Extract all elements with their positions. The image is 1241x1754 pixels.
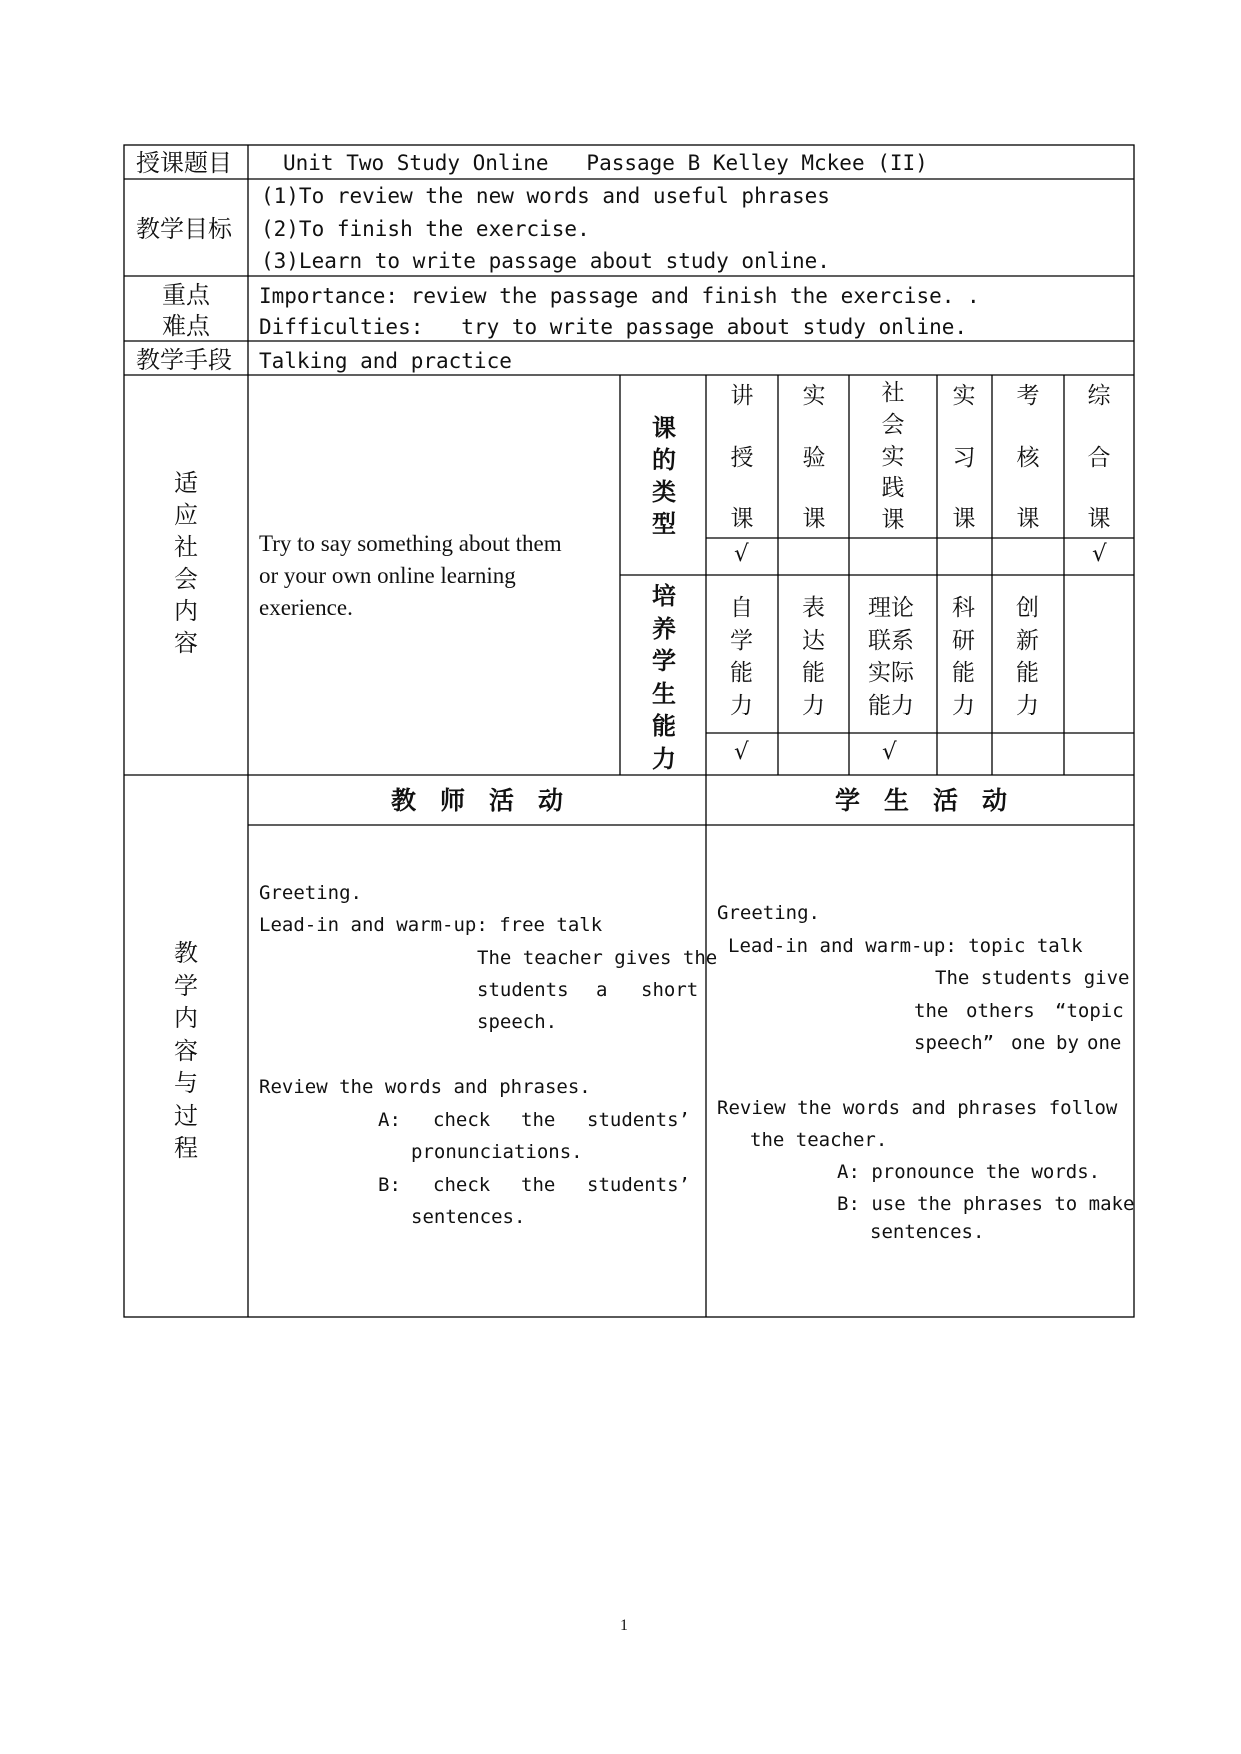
student-review-1: Review the words and phrases follow bbox=[717, 1097, 1118, 1119]
course-type-comprehensive-text-char: 课 bbox=[1087, 506, 1111, 532]
student-leadin-detail-3b: one bbox=[1011, 1032, 1046, 1054]
course-type-check-lecture: √ bbox=[734, 541, 749, 567]
ability-check-self-study: √ bbox=[734, 739, 749, 765]
teacher-a-1d: students’ bbox=[587, 1109, 690, 1131]
teacher-b-2: sentences. bbox=[411, 1206, 526, 1228]
teacher-a-1a: A: bbox=[378, 1109, 401, 1131]
student-leadin-detail-2b: others bbox=[966, 1000, 1035, 1022]
objective-item-2: (2)To finish the exercise. bbox=[261, 217, 590, 241]
social-text-line1: Try to say something about them bbox=[259, 531, 562, 556]
student-leadin-detail-3c: by bbox=[1056, 1032, 1079, 1054]
teacher-b-1d: students’ bbox=[587, 1174, 690, 1196]
course-type-experiment-text bbox=[803, 385, 826, 531]
difficulties-text: Difficulties: try to write passage about study online. bbox=[259, 315, 968, 339]
ability-research: 科研能力 bbox=[952, 595, 975, 719]
process-label: 教学内容与过程 bbox=[174, 939, 198, 1162]
course-type-comprehensive bbox=[1087, 385, 1111, 531]
ability-label: 培养学生能力 bbox=[652, 581, 676, 773]
student-review-2: the teacher. bbox=[750, 1129, 888, 1151]
course-type-assessment-text bbox=[1017, 385, 1040, 531]
course-type-lecture-text-char: 讲 bbox=[730, 383, 754, 409]
student-b-2: sentences. bbox=[870, 1221, 985, 1243]
teacher-b-1a: B: bbox=[378, 1174, 401, 1196]
teacher-activity-header: 教师活动 bbox=[391, 786, 588, 815]
teacher-a-2: pronunciations. bbox=[411, 1141, 583, 1163]
course-type-check-comprehensive: √ bbox=[1092, 541, 1107, 567]
teacher-leadin-detail-3: speech. bbox=[477, 1011, 558, 1033]
student-leadin-detail-2c: “topic bbox=[1055, 1000, 1124, 1022]
teacher-b-1b: check bbox=[433, 1174, 491, 1196]
teacher-review: Review the words and phrases. bbox=[259, 1076, 591, 1098]
method-value: Talking and practice bbox=[259, 349, 512, 373]
teacher-a-1b: check bbox=[433, 1109, 491, 1131]
student-leadin: Lead-in and warm-up: topic talk bbox=[728, 935, 1083, 957]
course-type-assessment bbox=[1016, 385, 1040, 531]
social-text-line3: exerience. bbox=[259, 595, 353, 620]
course-type-social-practice-text-char: 实 bbox=[881, 443, 905, 470]
student-a: A: pronounce the words. bbox=[837, 1161, 1101, 1183]
course-type-social-practice-text-char: 社 bbox=[881, 380, 905, 406]
course-type-internship bbox=[952, 385, 976, 531]
student-b-1: B: use the phrases to make bbox=[837, 1193, 1135, 1215]
course-type-lecture bbox=[730, 385, 754, 531]
course-type-experiment-text-char: 实 bbox=[802, 383, 826, 409]
teacher-leadin-detail-2a: students bbox=[477, 979, 569, 1001]
course-type-comprehensive-text-char: 综 bbox=[1087, 383, 1111, 409]
social-label: 适应社会内容 bbox=[174, 469, 198, 657]
course-type-experiment bbox=[802, 385, 826, 531]
course-type-internship-text-char: 习 bbox=[952, 444, 976, 471]
objective-item-1: (1)To review the new words and useful phrases bbox=[261, 184, 830, 208]
topic-label: 授课题目 bbox=[136, 149, 232, 177]
course-type-comprehensive-text-char: 合 bbox=[1087, 444, 1111, 471]
topic-value: Unit Two Study Online Passage B Kelley Mckee (II) bbox=[283, 151, 928, 175]
course-type-social-practice bbox=[881, 382, 905, 532]
teacher-a-1c: the bbox=[521, 1109, 556, 1131]
student-leadin-detail-2a: the bbox=[914, 1000, 949, 1022]
course-type-lecture-text bbox=[731, 385, 754, 531]
ability-theory-practice: 理论联系实际能力 bbox=[868, 595, 914, 719]
course-type-assessment-text-char: 核 bbox=[1016, 444, 1040, 471]
teacher-b-1c: the bbox=[521, 1174, 556, 1196]
key-points-label-line2: 难点 bbox=[162, 312, 210, 340]
course-type-social-practice-text-char: 践 bbox=[881, 475, 905, 502]
course-type-internship-text-char: 课 bbox=[952, 506, 976, 532]
course-type-social-practice-text-char: 课 bbox=[881, 507, 905, 533]
teacher-leadin-detail-2c: short bbox=[641, 979, 699, 1001]
course-type-social-practice-text bbox=[882, 382, 905, 532]
ability-self-study: 自学能力 bbox=[730, 595, 753, 719]
student-activity-header: 学生活动 bbox=[835, 786, 1032, 815]
importance-text: Importance: review the passage and finish the exercise. . bbox=[259, 284, 980, 308]
ability-check-theory-practice: √ bbox=[882, 739, 897, 765]
student-leadin-detail-3a: speech” bbox=[914, 1032, 995, 1054]
teacher-greeting: Greeting. bbox=[259, 882, 362, 904]
teacher-leadin: Lead-in and warm-up: free talk bbox=[259, 914, 603, 936]
social-text-line2: or your own online learning bbox=[259, 563, 516, 588]
course-type-lecture-text-char: 课 bbox=[730, 506, 754, 532]
course-type-social-practice-text-char: 会 bbox=[881, 411, 905, 438]
course-type-assessment-text-char: 课 bbox=[1016, 506, 1040, 532]
student-leadin-detail-3d: one bbox=[1087, 1032, 1122, 1054]
course-type-experiment-text-char: 验 bbox=[802, 444, 826, 471]
course-type-comprehensive-text bbox=[1088, 385, 1111, 531]
ability-innovation: 创新能力 bbox=[1016, 595, 1039, 719]
teacher-leadin-detail-1: The teacher gives the bbox=[477, 947, 718, 969]
course-type-internship-text-char: 实 bbox=[952, 383, 976, 409]
teacher-leadin-detail-2b: a bbox=[596, 979, 608, 1001]
student-greeting: Greeting. bbox=[717, 902, 820, 924]
ability-expression: 表达能力 bbox=[802, 595, 825, 719]
course-type-label: 课的类型 bbox=[652, 413, 676, 538]
student-leadin-detail-1: The students give bbox=[935, 967, 1130, 989]
course-type-assessment-text-char: 考 bbox=[1016, 383, 1040, 409]
objective-item-3: (3)Learn to write passage about study online. bbox=[261, 249, 830, 273]
method-label: 教学手段 bbox=[136, 346, 232, 374]
key-points-label-line1: 重点 bbox=[162, 281, 210, 309]
course-type-lecture-text-char: 授 bbox=[730, 444, 754, 471]
page-number: 1 bbox=[620, 1617, 628, 1634]
course-type-experiment-text-char: 课 bbox=[802, 506, 826, 532]
objectives-label: 教学目标 bbox=[136, 215, 232, 243]
course-type-internship-text bbox=[953, 385, 976, 531]
